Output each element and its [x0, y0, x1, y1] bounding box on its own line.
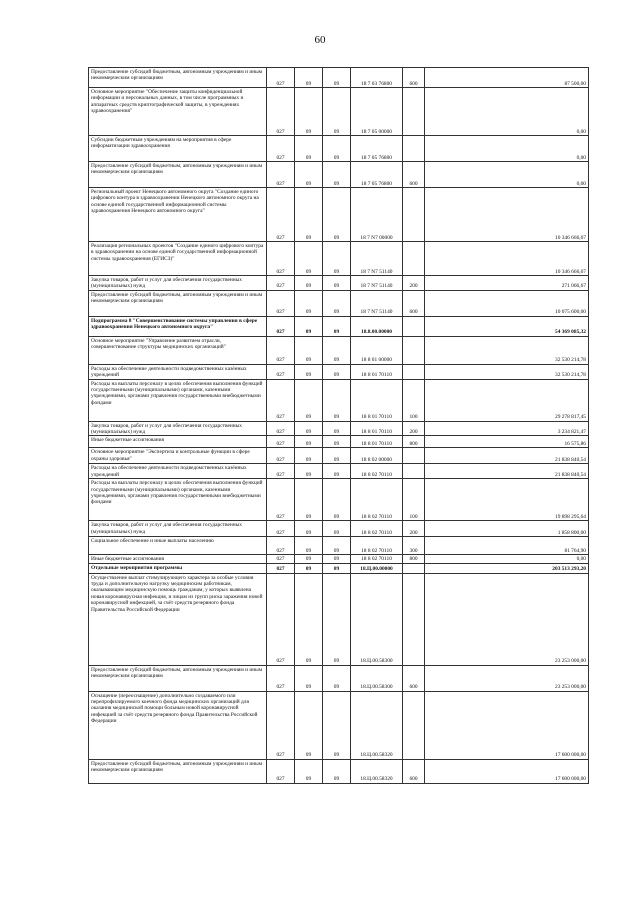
table-row — [89, 242, 589, 276]
cell-amount: 17 600 000,00 — [425, 691, 589, 759]
table-row — [89, 276, 589, 291]
cell-target-article: 18 7 N7 51140 — [351, 242, 403, 276]
budget-table — [88, 67, 589, 784]
cell-subsection: 09 — [323, 665, 351, 691]
cell-amount: 87 500,00 — [425, 68, 589, 88]
cell-expense-type: 100 — [403, 479, 425, 521]
cell-grbs: 027 — [267, 379, 295, 421]
cell-target-article: 18.8.00.00000 — [351, 316, 403, 336]
cell-expense-type: 200 — [403, 521, 425, 537]
table-row — [89, 665, 589, 691]
cell-grbs: 027 — [267, 68, 295, 88]
cell-grbs: 027 — [267, 316, 295, 336]
cell-expense-type: 600 — [403, 290, 425, 316]
cell-subsection: 09 — [323, 136, 351, 162]
cell-name: Предоставление субсидий бюджетным, автономным учреждениям и иным некоммерческим организациям — [89, 665, 267, 691]
table-row — [89, 336, 589, 364]
cell-subsection: 09 — [323, 537, 351, 555]
cell-name: Закупка товаров, работ и услуг для обеспечения государственных (муниципальных) нужд — [89, 521, 267, 537]
cell-section: 09 — [295, 573, 323, 665]
cell-target-article: 18 8 01 70110 — [351, 364, 403, 379]
cell-expense-type — [403, 188, 425, 242]
cell-section: 09 — [295, 691, 323, 759]
cell-target-article: 18 7 05 76800 — [351, 136, 403, 162]
cell-amount: 16 575,86 — [425, 436, 589, 448]
cell-grbs: 027 — [267, 521, 295, 537]
cell-section: 09 — [295, 555, 323, 563]
cell-amount: 23 253 000,00 — [425, 665, 589, 691]
table-row — [89, 316, 589, 336]
cell-name: Предоставление субсидий бюджетным, автономным учреждениям и иным некоммерческим организациям — [89, 68, 267, 88]
cell-subsection: 09 — [323, 573, 351, 665]
cell-subsection: 09 — [323, 479, 351, 521]
cell-subsection: 09 — [323, 162, 351, 188]
cell-section: 09 — [295, 162, 323, 188]
cell-name: Подпрограмма 8 "Совершенствование системы управления в сфере здравоохранения Ненецкого автономного округа" — [89, 316, 267, 336]
table-row — [89, 555, 589, 563]
cell-subsection: 09 — [323, 759, 351, 783]
cell-expense-type: 600 — [403, 162, 425, 188]
cell-expense-type: 200 — [403, 421, 425, 436]
cell-expense-type: 100 — [403, 379, 425, 421]
cell-name: Оснащение (переоснащение) дополнительно создаваемого или перепрофилируемого коечного фонда медицинских организаций для оказания медицинской помощи больным новой коронавирусной инфекцией за счёт средств резервного фонда Правительства Российской Федерации — [89, 691, 267, 759]
cell-grbs: 027 — [267, 573, 295, 665]
cell-amount: 10 346 666,67 — [425, 188, 589, 242]
table-row — [89, 759, 589, 783]
cell-expense-type: 800 — [403, 555, 425, 563]
cell-name: Предоставление субсидий бюджетным, автономным учреждениям и иным некоммерческим организациям — [89, 759, 267, 783]
table-row — [89, 290, 589, 316]
cell-name: Расходы на обеспечение деятельности подведомственных казённых учреждений — [89, 464, 267, 479]
cell-name: Основное мероприятие "Обеспечение защиты конфиденциальной информации и персональных данных, в том числе программных и аппаратных средств криптографической защиты, в учреждениях здравоохранения" — [89, 88, 267, 136]
cell-name: Субсидии бюджетным учреждениям на мероприятия в сфере информатизации здравоохранения — [89, 136, 267, 162]
cell-target-article: 18 8 02 70110 — [351, 521, 403, 537]
cell-grbs: 027 — [267, 336, 295, 364]
cell-expense-type — [403, 464, 425, 479]
cell-subsection: 09 — [323, 68, 351, 88]
cell-grbs: 027 — [267, 537, 295, 555]
cell-subsection: 09 — [323, 88, 351, 136]
cell-section: 09 — [295, 364, 323, 379]
cell-amount: 3 234 821,47 — [425, 421, 589, 436]
cell-grbs: 027 — [267, 276, 295, 291]
table-body — [89, 68, 589, 784]
cell-expense-type — [403, 448, 425, 464]
cell-grbs: 027 — [267, 563, 295, 573]
cell-amount: 29 278 817,45 — [425, 379, 589, 421]
table-row — [89, 379, 589, 421]
cell-target-article: 18 8 01 00000 — [351, 336, 403, 364]
cell-subsection: 09 — [323, 448, 351, 464]
cell-section: 09 — [295, 436, 323, 448]
table-row — [89, 136, 589, 162]
cell-grbs: 027 — [267, 448, 295, 464]
cell-subsection: 09 — [323, 242, 351, 276]
cell-expense-type: 600 — [403, 665, 425, 691]
cell-grbs: 027 — [267, 242, 295, 276]
cell-target-article: 18 7 03 76800 — [351, 68, 403, 88]
cell-grbs: 027 — [267, 162, 295, 188]
cell-subsection: 09 — [323, 364, 351, 379]
cell-target-article: 18 8 02 70110 — [351, 537, 403, 555]
cell-expense-type — [403, 316, 425, 336]
cell-section: 09 — [295, 88, 323, 136]
cell-section: 09 — [295, 421, 323, 436]
cell-amount: 0,00 — [425, 88, 589, 136]
cell-grbs: 027 — [267, 479, 295, 521]
cell-section: 09 — [295, 290, 323, 316]
cell-subsection: 09 — [323, 276, 351, 291]
table-row — [89, 162, 589, 188]
cell-grbs: 027 — [267, 188, 295, 242]
cell-amount: 19 898 295,64 — [425, 479, 589, 521]
cell-target-article: 18 8 01 70110 — [351, 421, 403, 436]
table-row — [89, 563, 589, 573]
cell-section: 09 — [295, 563, 323, 573]
page-number: 60 — [314, 34, 326, 46]
cell-target-article: 18 8 02 70110 — [351, 464, 403, 479]
cell-expense-type: 600 — [403, 68, 425, 88]
cell-expense-type — [403, 563, 425, 573]
table-row — [89, 521, 589, 537]
table-row — [89, 479, 589, 521]
cell-subsection: 09 — [323, 188, 351, 242]
cell-subsection: 09 — [323, 436, 351, 448]
cell-expense-type: 200 — [403, 276, 425, 291]
cell-expense-type — [403, 691, 425, 759]
cell-expense-type — [403, 242, 425, 276]
cell-expense-type — [403, 88, 425, 136]
cell-grbs: 027 — [267, 464, 295, 479]
cell-name: Социальное обеспечение и иные выплаты населению — [89, 537, 267, 555]
cell-target-article: 18 8 01 70110 — [351, 436, 403, 448]
cell-section: 09 — [295, 276, 323, 291]
cell-subsection: 09 — [323, 563, 351, 573]
table-row — [89, 448, 589, 464]
cell-name: Закупка товаров, работ и услуг для обеспечения государственных (муниципальных) нужд — [89, 276, 267, 291]
cell-grbs: 027 — [267, 364, 295, 379]
cell-section: 09 — [295, 464, 323, 479]
cell-name: Основное мероприятие "Управление развитием отрасли, совершенствование структуры медицинских организаций" — [89, 336, 267, 364]
cell-amount: 23 253 000,00 — [425, 573, 589, 665]
cell-target-article: 18 8 01 70110 — [351, 379, 403, 421]
cell-name: Основное мероприятие "Экспертиза и контрольные функции в сфере охраны здоровья" — [89, 448, 267, 464]
cell-expense-type — [403, 336, 425, 364]
cell-grbs: 027 — [267, 436, 295, 448]
cell-expense-type: 800 — [403, 436, 425, 448]
cell-amount: 0,00 — [425, 162, 589, 188]
cell-target-article: 18 7 05 76800 — [351, 162, 403, 188]
cell-name: Региональный проект Ненецкого автономного округа "Создание единого цифрового контура в здравоохранении Ненецкого автономного округа на основе единой государственной информационной системы здравоохранения Ненецкого автономного округа" — [89, 188, 267, 242]
cell-grbs: 027 — [267, 691, 295, 759]
cell-section: 09 — [295, 521, 323, 537]
cell-target-article: 18.Ц.00.58300 — [351, 665, 403, 691]
cell-section: 09 — [295, 336, 323, 364]
table-row — [89, 436, 589, 448]
cell-name: Расходы на выплаты персоналу в целях обеспечения выполнения функций государственными (муниципальными) органами, казенными учреждениями, органами управления государственными внебюджетными фондами — [89, 379, 267, 421]
cell-target-article: 18.Ц.00.58300 — [351, 573, 403, 665]
cell-section: 09 — [295, 242, 323, 276]
cell-amount: 0,00 — [425, 555, 589, 563]
cell-section: 09 — [295, 479, 323, 521]
cell-amount: 10 346 666,67 — [425, 242, 589, 276]
cell-section: 09 — [295, 448, 323, 464]
table-row — [89, 464, 589, 479]
cell-grbs: 027 — [267, 290, 295, 316]
cell-section: 09 — [295, 379, 323, 421]
cell-amount: 271 066,67 — [425, 276, 589, 291]
cell-subsection: 09 — [323, 521, 351, 537]
cell-target-article: 18 7 N7 00000 — [351, 188, 403, 242]
table-row — [89, 88, 589, 136]
table-row — [89, 364, 589, 379]
cell-amount: 17 600 000,00 — [425, 759, 589, 783]
cell-target-article: 18.Ц.00.58320 — [351, 691, 403, 759]
cell-subsection: 09 — [323, 316, 351, 336]
table-row — [89, 691, 589, 759]
cell-target-article: 18 8 02 00000 — [351, 448, 403, 464]
cell-grbs: 027 — [267, 421, 295, 436]
cell-name: Предоставление субсидий бюджетным, автономным учреждениям и иным некоммерческим организациям — [89, 162, 267, 188]
cell-amount: 21 838 840,54 — [425, 464, 589, 479]
cell-grbs: 027 — [267, 665, 295, 691]
cell-section: 09 — [295, 68, 323, 88]
cell-amount: 10 075 600,00 — [425, 290, 589, 316]
cell-name: Расходы на выплаты персоналу в целях обеспечения выполнения функций государственными (муниципальными) органами, казенными учреждениями, органами управления государственными внебюджетными фондами — [89, 479, 267, 521]
table-row — [89, 537, 589, 555]
cell-target-article: 18 8 02 70110 — [351, 555, 403, 563]
cell-amount: 203 513 293,20 — [425, 563, 589, 573]
cell-amount: 1 858 800,00 — [425, 521, 589, 537]
cell-section: 09 — [295, 537, 323, 555]
table-row — [89, 421, 589, 436]
cell-section: 09 — [295, 665, 323, 691]
cell-amount: 0,00 — [425, 136, 589, 162]
cell-expense-type: 300 — [403, 537, 425, 555]
cell-section: 09 — [295, 136, 323, 162]
cell-amount: 32 530 214,78 — [425, 364, 589, 379]
cell-name: Предоставление субсидий бюджетным, автономным учреждениям и иным некоммерческим организациям — [89, 290, 267, 316]
cell-subsection: 09 — [323, 336, 351, 364]
cell-name: Отдельные мероприятия программы — [89, 563, 267, 573]
cell-amount: 21 838 840,54 — [425, 448, 589, 464]
cell-target-article: 18.Ц.00.00000 — [351, 563, 403, 573]
cell-section: 09 — [295, 188, 323, 242]
cell-subsection: 09 — [323, 555, 351, 563]
cell-expense-type — [403, 136, 425, 162]
table-row — [89, 68, 589, 88]
cell-name: Иные бюджетные ассигнования — [89, 436, 267, 448]
cell-subsection: 09 — [323, 379, 351, 421]
cell-section: 09 — [295, 759, 323, 783]
cell-amount: 81 764,90 — [425, 537, 589, 555]
cell-name: Закупка товаров, работ и услуг для обеспечения государственных (муниципальных) нужд — [89, 421, 267, 436]
table-row — [89, 573, 589, 665]
cell-expense-type: 600 — [403, 759, 425, 783]
cell-target-article: 18 7 N7 51140 — [351, 290, 403, 316]
cell-target-article: 18 8 02 70110 — [351, 479, 403, 521]
cell-target-article: 18 7 05 00000 — [351, 88, 403, 136]
cell-amount: 32 530 214,78 — [425, 336, 589, 364]
cell-expense-type — [403, 364, 425, 379]
cell-target-article: 18.Ц.00.58320 — [351, 759, 403, 783]
cell-grbs: 027 — [267, 88, 295, 136]
cell-name: Осуществление выплат стимулирующего характера за особые условия труда и дополнительную нагрузку медицинским работникам, оказывающим медицинскую помощь гражданам, у которых выявлена новая коронавирусная инфекция, и лицам из групп риска заражения новой коронавирусной инфекцией, за счёт средств резервного фонда Правительства Российской Федерации — [89, 573, 267, 665]
cell-grbs: 027 — [267, 555, 295, 563]
cell-subsection: 09 — [323, 421, 351, 436]
cell-name: Реализация региональных проектов "Создание единого цифрового контура в здравоохранении на основе единой государственной информационной системы здравоохранения (ЕГИСЗ)" — [89, 242, 267, 276]
cell-subsection: 09 — [323, 290, 351, 316]
cell-grbs: 027 — [267, 759, 295, 783]
cell-subsection: 09 — [323, 464, 351, 479]
cell-section: 09 — [295, 316, 323, 336]
cell-name: Иные бюджетные ассигнования — [89, 555, 267, 563]
cell-target-article: 18 7 N7 51140 — [351, 276, 403, 291]
cell-name: Расходы на обеспечение деятельности подведомственных казённых учреждений — [89, 364, 267, 379]
table-row — [89, 188, 589, 242]
cell-expense-type — [403, 573, 425, 665]
cell-amount: 54 369 085,32 — [425, 316, 589, 336]
cell-subsection: 09 — [323, 691, 351, 759]
cell-grbs: 027 — [267, 136, 295, 162]
